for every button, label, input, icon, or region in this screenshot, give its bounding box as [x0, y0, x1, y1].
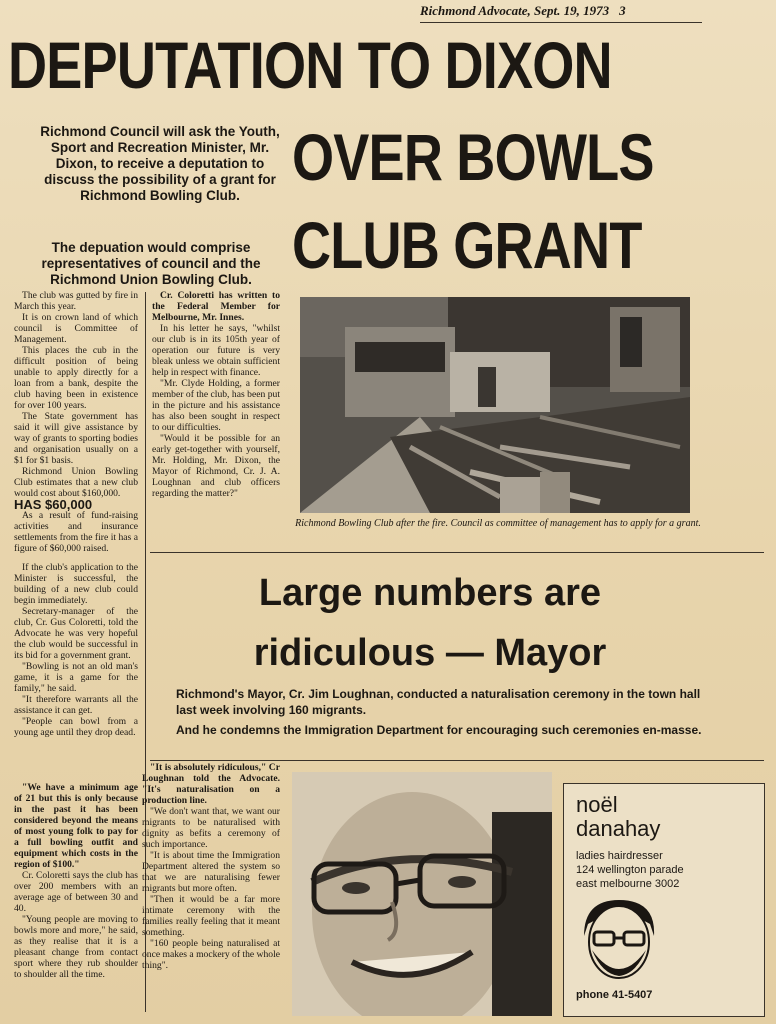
ad-phone: phone 41-5407 — [576, 989, 653, 1001]
story2-headline-line-1: Large numbers are — [258, 572, 602, 614]
photo-caption: Richmond Bowling Club after the fire. Council as committee of management has to apply for a grant. — [295, 518, 701, 529]
story2-deck-2: And he condemns the Immigration Department for encouraging such ceremonies en-masse. — [176, 723, 702, 737]
ad-line-1: ladies hairdresser — [576, 850, 663, 862]
masthead — [420, 3, 626, 19]
story1-column-1-continued — [14, 562, 138, 774]
paragraph: "Would it be possible for an early get-together with yourself, Mr. Holding, Mr. Dixon, the Mayor of Richmond, Cr. J. A. Loughnan and club officers regarding the matter?" — [152, 433, 280, 499]
headline-line-1: DEPUTATION TO DIXON — [8, 28, 612, 102]
headline-line-3: CLUB GRANT — [292, 208, 642, 282]
portrait-illustration — [292, 772, 552, 1016]
paragraph: The State government has said it will give assistance by way of grants to sporting bodies and organisation usually on a $1 for $1 basis. — [14, 411, 138, 466]
ad-brand-line-2: danahay — [576, 816, 661, 841]
ad-portrait-drawing — [576, 896, 662, 984]
hairdresser-ad — [563, 783, 765, 1017]
paragraph: Cr. Coloretti says the club has over 200 members with an average age of between 30 and 40. — [14, 870, 138, 914]
paragraph: "160 people being naturalised at once makes a mockery of the whole thing". — [142, 938, 280, 971]
story1-deck: Richmond Council will ask the Youth, Sport and Recreation Minister, Mr. Dixon, to receive a deputation to discuss the possibility of a grant for Richmond Bowling Club. — [40, 124, 280, 203]
story1-column-1-lower — [14, 782, 138, 1007]
subhead: HAS $60,000 — [14, 497, 93, 512]
paragraph: Richmond Union Bowling Club estimates that a new club would cost about $160,000. — [14, 466, 138, 499]
ad-brand-line-1: noël — [576, 792, 618, 817]
story-divider — [150, 552, 764, 553]
paragraph: As a result of fund-raising activities and insurance settlements from the fire it has a figure of $60,000 raised. — [14, 510, 138, 554]
paragraph: The club was gutted by fire in March this year. — [14, 290, 138, 312]
paragraph: "It is absolutely ridiculous," Cr Loughnan told the Advocate. "It's naturalisation on a production line. — [142, 762, 280, 806]
paragraph: In his letter he says, "whilst our club is in its 105th year of operation our future is very bleak unless we obtain sufficient help in respect with finance. — [152, 323, 280, 378]
paragraph: "People can bowl from a young age until they drop dead. — [14, 716, 138, 738]
paragraph: "It is about time the Immigration Department altered the system so that we are naturalising fewer migrants but more often. — [142, 850, 280, 894]
story1-column-2 — [152, 290, 280, 540]
paragraph: Cr. Coloretti has written to the Federal Member for Melbourne, Mr. Innes. — [152, 290, 280, 323]
paragraph: "Young people are moving to bowls more and more," he said, as they realise that it is a pleasant change from contact sport where they rub shoulder to shoulder all the time. — [14, 914, 138, 980]
story2-headline-line-2: ridiculous — Mayor — [253, 632, 607, 674]
masthead-rule — [420, 22, 702, 23]
story2-column — [142, 762, 280, 1010]
paragraph: It is on crown land of which council is Committee of Management. — [14, 312, 138, 345]
paragraph: "Then it would be a far more intimate ceremony with the families really feeling that it meant something. — [142, 894, 280, 938]
story1-deck-2: The depuation would comprise representatives of council and the Richmond Union Bowling Club. — [41, 240, 261, 287]
page-number: 3 — [619, 3, 626, 18]
paragraph: If the club's application to the Minister is successful, the building of a new club could begin immediately. — [14, 562, 138, 606]
paragraph: Secretary-manager of the club, Cr. Gus Coloretti, told the Advocate he was very hopeful the club would be successful in its bid for a government grant. — [14, 606, 138, 661]
paragraph: This places the cub in the difficult position of being unable to apply directly for a loan from a bank, despite the club having been in existence for over 100 years. — [14, 345, 138, 411]
paragraph: "We have a minimum age of 21 but this is only because in the past it has been considered beyond the means of most young folk to pay for a full bowling outfit and equipment which costs in the region of $100." — [14, 782, 138, 870]
paragraph: "Bowling is not an old man's game, it is a game for the family," he said. — [14, 661, 138, 694]
paragraph: "It therefore warrants all the assistance it can get. — [14, 694, 138, 716]
masthead-paper: Richmond Advocate, Sept. 19, 1973 — [420, 3, 610, 18]
paragraph: "We don't want that, we want our migrants to be naturalised with dignity as befits a ceremony of such importance. — [142, 806, 280, 850]
mayor-portrait-photo — [292, 772, 552, 1016]
photo-illustration — [300, 297, 690, 513]
headline-line-2: OVER BOWLS — [292, 120, 654, 194]
story2-deck: Richmond's Mayor, Cr. Jim Loughnan, conducted a naturalisation ceremony in the town hall last week involving 160 migrants. — [176, 687, 701, 717]
ad-line-2: 124 wellington parade — [576, 864, 684, 876]
story2-rule — [150, 760, 764, 761]
paragraph: "Mr. Clyde Holding, a former member of the club, has been put in the picture and his assistance has also been sought in respect to our difficulties. — [152, 378, 280, 433]
ad-line-3: east melbourne 3002 — [576, 878, 680, 890]
bowling-club-fire-photo — [300, 297, 690, 513]
story1-column-1 — [14, 290, 138, 562]
